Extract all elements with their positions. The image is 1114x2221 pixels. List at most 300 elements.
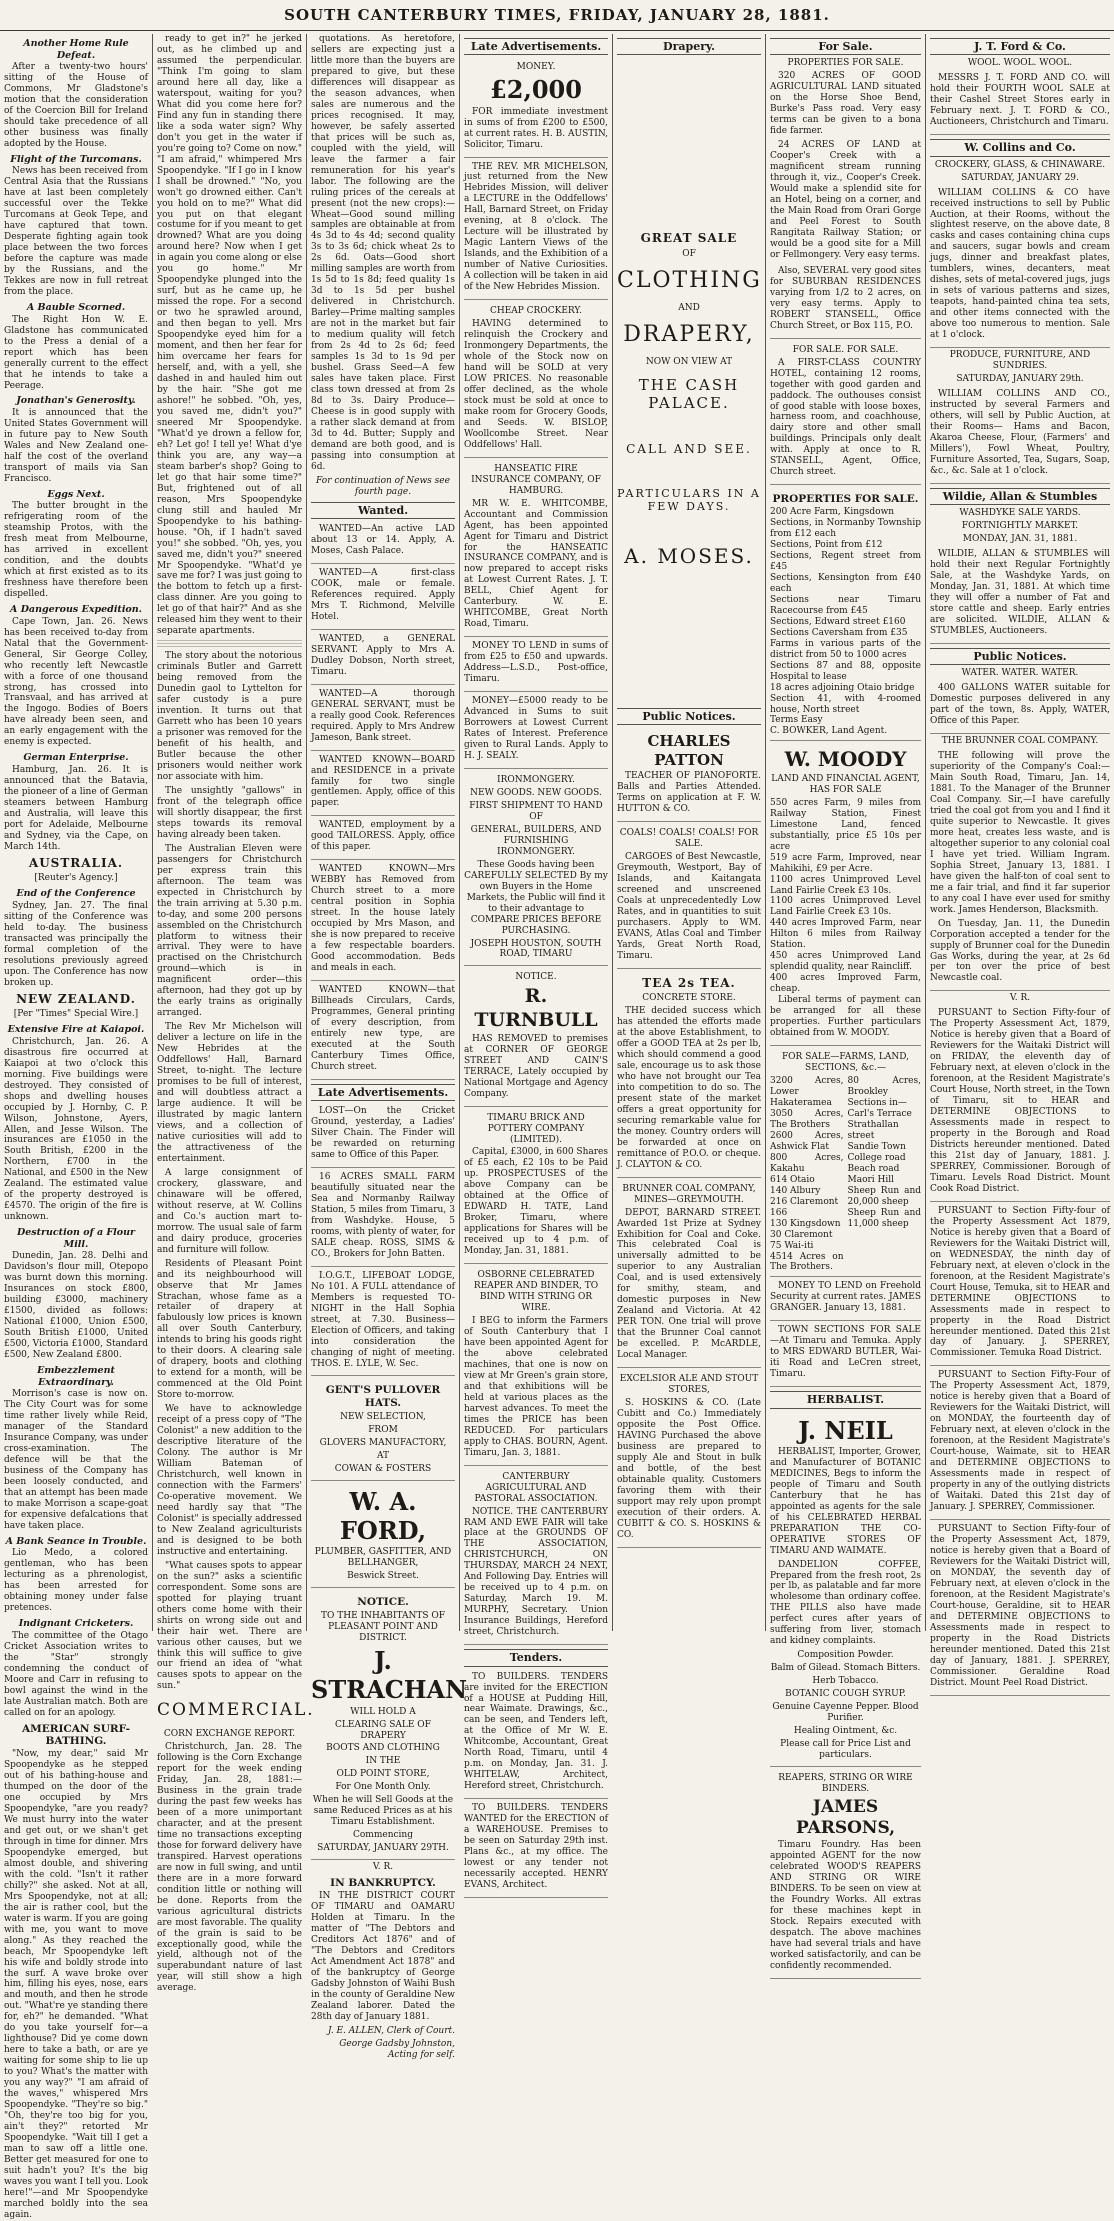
advert-wool-sale <box>930 71 1110 135</box>
advert-body: DEPOT, BARNARD STREET. Awarded 1st Prize at Sydney Exhibition for Coal and Coke. This celebrated Coal is universally admitted to be superior to any Australian Coal, and is used extensively for smithy, steam, and domestic purposes in New Zealand and Victoria. At 42 PER TON. One trial will prove that the Brunner Coal cannot be excelled. P. McARDLE, Local Manager. <box>617 1207 761 1361</box>
masthead-rule <box>0 30 1114 31</box>
advert-body: On Tuesday, Jan. 11, the Dunedin Corporation accepted a tender for the supply of Brunner coal for the Dunedin Gas Works, during the year, at 2s 6d per ton over the price of best Newcastle coal. <box>930 918 1110 984</box>
advert-line: CLEARING SALE OF DRAPERY <box>335 1719 431 1741</box>
property-list <box>770 798 921 995</box>
late-ads-heading: Late Advertisements. <box>464 38 608 55</box>
farm-item: Maori Hill <box>847 1174 895 1185</box>
advert-line: FIRST SHIPMENT TO HAND OF <box>469 800 603 822</box>
notice-assessment <box>930 1204 1110 1367</box>
late-ads-heading: Late Advertisements. <box>311 1084 455 1101</box>
farms-left <box>770 1076 844 1273</box>
advert-neil <box>770 1412 921 1767</box>
notice-body: PURSUANT to Section Fifty-Four of The Property Assessment Act, 1879, notice is hereby given that a Board of Reviewers for the Waitaki District, will on MONDAY, the fourteenth day of February next, at eleven o'clock in the forenoon, at the Resident Magistrate's Court-house, Waimate, sit to HEAR and DETERMINE OBJECTIONS to Assessments made in respect of property in any of the outlying districts of Waitaki. Dated this 21st day of January. J. SPERREY, Commissioner. <box>930 1370 1110 1513</box>
money-amount: £2,000 <box>490 75 582 105</box>
product-item: Balm of Gilead. Stomach Bitters. <box>770 1663 921 1674</box>
article-body: "Now, my dear," said Mr Spoopendyke as he stepped out of his bathing-house and thumped on the door of the one occupied by Mrs Spoopendyke, "are you ready? We must hurry into the water and get out, or we shan't get through in time for dinner. Mrs Spoopendyke emerged, but almost double, and shivering with the cold. "Isn't it rather chilly?" she asked. Not at all, Mrs Spoopendyke, not at all; the air is rather cool, but the water is warm. If you are going with me, you want to move along." As they reached the beach, Mr Spoopendyke left his wife and boldly strode into the surf. A wave broke over him, filling his eyes, nose, ears and mouth, and then he strode out. "What're ye standing there for, eh?" he demanded. "What do you take yourself for—a lighthouse? Did ye come down here to take a bath, or are ye waiting for some ship to lie up to you? What's the matter with you any way?" "I am afraid of the waves," whispered Mrs Spoopendyke. "They're so big." "Oh, they're too big for you, ain't they?" retorted Mr Spoopendyke. "Wait till I get a man to saw off a little one. Better get measured for one to suit hadn't you? It's the big waves you want I tell you. Look here!"—and Mr Spoopendyke marched boldly into the sea again. <box>4 1749 148 2220</box>
property-item: 200 Acre Farm, Kingsdown <box>770 507 895 518</box>
article-body: Morrison's case is now on. The City Court was for some time rather lively while Reid, manager of the Standard Insurance Company, was under cross-examination. The defence will be that the business of the Company has been loosely conducted, and that an attempt has been made to make Morrison a scape-goat for expensive defalcations that have taken place. <box>4 1389 148 1531</box>
article-body: The Right Hon W. E. Gladstone has communicated to the Press a denial of a report which has been generally current to the effect that he intends to take a Peerage. <box>4 314 148 391</box>
advert-body: WANTED—A thorough GENERAL SERVANT, must be a really good Cook. References required. Apply to Mrs Andrew Jameson, Bank street. <box>311 688 455 743</box>
article-body: News has been received from Central Asia that the Russians have at last been completely successful over the Tekke Turcomans at Geok Tepe, and have captured that town. Desperate fighting again took place between the two forces before the capture was made by the Russians, and the Tekkes are now in full retreat from the place. <box>4 166 148 298</box>
sale-venue: THE CASH PALACE. <box>638 375 740 412</box>
advert-title: HANSEATIC FIRE INSURANCE COMPANY, OF HAMBURG. <box>471 463 601 496</box>
article-body: The committee of the Otago Cricket Association writes to the "Star" strongly condemning the conduct of Moore and Carr in refusing to bowl against the wind in the late Australian match. Both are called on for an apology. <box>4 1630 148 1718</box>
property-item: Sections, Regent street from £45 <box>770 550 921 572</box>
advert-line: JOSEPH HOUSTON, SOUTH ROAD, TIMARU <box>470 938 602 960</box>
notice-heading: NOTICE. <box>515 972 557 983</box>
advert-line: Commencing <box>353 1830 413 1841</box>
farm-item: 3200 Acres, Lower Hakateramea <box>770 1076 844 1108</box>
article-title: Indignant Cricketers. <box>18 1618 134 1630</box>
product-item: Herb Tobacco. <box>812 1676 879 1687</box>
farm-item: 130 Kingsdown <box>770 1218 841 1229</box>
advert-strachan <box>311 1590 468 1860</box>
advert-body: S. HOSKINS & CO. (Late Cubitt and Co.) Immediately opposite the Post Office. HAVING Purchased the above business are prepared to supply Ale and Stout in bulk and bottle, of the best obtainable quality. Customers favoring them with their support may rely upon prompt execution of their orders. A. CUBITT & CO. S. HOSKINS & CO. <box>617 1398 761 1540</box>
article-body: Hamburg, Jan. 26. It is announced that the Batavia, the pioneer of a line of German steamers between Hamburg and Australia, will leave this port for Adelaide, Melbourne and Sydney, via the Cape, on March 14th. <box>4 764 148 852</box>
column-divider <box>765 34 766 1631</box>
column-6-for-sale <box>770 34 921 1972</box>
notice-body: PURSUANT to Section Fifty-four of the Property Assessment Act, 1879, notice is hereby given that a Board of Reviewers for the Waitaki District will, on MONDAY, the seventh day of February next, at eleven o'clock in the forenoon, at the Resident Magistrate's Court-house, Geraldine, sit to HEAR and DETERMINE OBJECTIONS to Assessments made in respect to property in the Road Districts hereunder mentioned. Dated this 21st day of January, 1881. J. SPERREY, Commissioner. Geraldine Road District. Mount Peel Road District. <box>930 1524 1110 1688</box>
auctioneer-heading: W. Collins and Co. <box>930 139 1110 156</box>
advert-body: DANDELION COFFEE, Prepared from the fresh root, 2s per lb, as palatable and far more wholesome than ordinary coffee. THE PILLS also have made perfect cures after years of suffering from liver, stomach and kidney complaints. <box>770 1559 921 1647</box>
advert-body: TO BUILDERS. TENDERS WANTED for the ERECTION of a WAREHOUSE. Premises to be seen on Saturday 29th inst. Plans &c., at my office. The lowest or any tender not necessarily accepted. HENRY EVANS, Architect. <box>464 1803 608 1891</box>
notice-body: PURSUANT to Section Fifty-four of The Property Assessment Act, 1879, Notice is hereby given that a Board of Reviewers for the Waitaki District will on FRIDAY, the eleventh day of February next, at eleven o'clock in the forenoon, at the Resident Magistrate's Court House, North street, in the Town of Timaru, sit to HEAR and DETERMINE OBJECTIONS to Assessments made in respect to property in the Borough and Road Districts hereunder mentioned. Dated this 21st day of January, 1881. J. SPERREY, Commissioner. Borough of Timaru. Levels Road District. Mount Cook Road District. <box>930 1008 1110 1194</box>
farm-item: Sheep Run and 20,000 sheep <box>847 1185 921 1207</box>
advert-osborne <box>464 1266 608 1465</box>
property-item: 18 acres adjoining Otaio bridge <box>770 682 915 693</box>
article-body: Cape Town, Jan. 26. News has been received to-day from Natal that the Government-General, Sir George Colley, who recently left Newcastle with a force of one thousand strong, has crossed into Transvaal, and has arrived at the Ingogo. Bodies of Boers have already been seen, and an early engagement with the enemy is expected. <box>4 616 148 748</box>
farm-item: 30 Claremont <box>770 1229 833 1240</box>
continuation-note: For continuation of News see fourth page. <box>316 475 450 497</box>
wanted-ads <box>311 522 455 1080</box>
product-item: Composition Powder. <box>797 1650 894 1661</box>
farms-table <box>770 1076 921 1273</box>
article-title: End of the Conference <box>16 888 136 900</box>
wanted-ad <box>311 862 455 981</box>
signature-line: George Gadsby Johnston, Acting for self. <box>339 2038 455 2060</box>
farm-item: 3050 Acres, The Brothers <box>770 1108 844 1130</box>
advert-farms <box>770 1048 921 1277</box>
advert-line: SATURDAY, JANUARY 29TH. <box>317 1843 449 1854</box>
farm-item: Sections in— <box>847 1097 907 1108</box>
sale-line: CALL AND SEE. <box>626 442 752 457</box>
advert-lecture <box>464 160 608 301</box>
advert-excelsior <box>617 1370 761 1548</box>
advert-line: GLOVERS MANUFACTORY, <box>319 1438 447 1448</box>
article-title: Another Home Rule Defeat. <box>23 38 129 61</box>
advert-body: WANTED—An active LAD about 13 or 14. Apply, A. Moses, Cash Palace. <box>311 524 455 557</box>
farm-item: Beach road <box>847 1163 900 1174</box>
notice-assessment <box>930 1006 1110 1201</box>
spacer <box>617 58 761 228</box>
advert-footer: Please call for Price List and particulars. <box>780 1739 911 1761</box>
property-item: 440 acres Improved Farm, near Hilton 6 miles from Railway Station. <box>770 918 921 951</box>
advert-name: CHARLES PATTON <box>647 732 731 769</box>
advert-washdyke-sale <box>930 547 1110 644</box>
farm-item: 216 Claremont <box>770 1196 839 1207</box>
advert-line: FROM <box>368 1425 398 1436</box>
article-heading: AMERICAN SURF-BATHING. <box>22 1722 130 1748</box>
advert-body: MR W. E. WHITCOMBE, Accountant and Commission Agent, has been appointed Agent for Timaru and District for the HANSEATIC INSURANCE COMPANY, and is now prepared to accept risks at Lowest Current Rates. J. T. BELL, Chief Agent for Canterbury. W. E. WHITCOMBE, Great North Road, Timaru. <box>464 498 608 630</box>
notice-assessment <box>930 1522 1110 1696</box>
sale-drapery: DRAPERY, <box>623 321 755 347</box>
advert-title: TIMARU BRICK AND POTTERY COMPANY (LIMITED). <box>487 1112 585 1145</box>
advert-title: CONCRETE STORE. <box>642 993 736 1004</box>
advert-brunner <box>617 1180 761 1369</box>
advert-title: WOOL. WOOL. WOOL. <box>967 58 1073 69</box>
advert-line: NEW GOODS. NEW GOODS. <box>470 787 602 798</box>
product-item: Healing Ointment, &c. <box>793 1726 898 1737</box>
column-rule <box>157 640 302 648</box>
auctioneer-heading: J. T. Ford & Co. <box>930 38 1110 55</box>
advert-title: BRUNNER COAL COMPANY, MINES—GREYMOUTH. <box>622 1183 756 1205</box>
advert-lines <box>311 1707 455 1855</box>
column-divider <box>925 34 926 1631</box>
late-ad <box>311 1269 455 1377</box>
property-item: 1100 acres Unimproved Level Land Fairlie Creek £3 10s. <box>770 896 921 918</box>
advert-subtitle: LAND AND FINANCIAL AGENT, HAS FOR SALE <box>771 773 920 795</box>
advert-title: TEA 2s TEA. <box>642 975 736 990</box>
article-title: Eggs Next. <box>47 488 105 500</box>
advert-crockery-sale <box>930 186 1110 349</box>
market-report: quotations. As heretofore, sellers are expecting just a little more than the buyers are prepared to give, but these differences will disappear as the season advances, when sales are numerous and the prices recognised. It may, however, be safely asserted that prices will be such as, coupled with the yield, will leave the farmer a fair remuneration for his year's labor. The following are the ruling prices of the cereals at present (not the new crops):— Wheat—Good sound milling samples are obtainable at from 4s 3d to 4s 4d; second quality 3s to 3s 6d; chick wheat 2s to 2s 6d. Oats—Good short milling samples are worth from 1s 5d to 1s 8d; feed quality 1s 3d to 1s 5d per bushel delivered in Christchurch. Barley—Prime malting samples are not in the market but fair to medium quality will fetch from 2s 4d to 2s 6d; feed samples 1s 3d to 1s 9d per bushel. Grass Seed—A few sales have taken place. First class town dressed at from 2s 8d to 3s. Dairy Produce—Cheese is in good supply with a rather slack demand at from 3d to 4d. Butter; Supply and demand are both good, and is passing into consumption at 6d. <box>311 34 455 472</box>
advert-crockery <box>464 302 608 458</box>
advert-body: TOWN SECTIONS FOR SALE—At Timaru and Temuka. Apply to MRS EDWARD BUTLER, Wai-iti Road and LeCren street, Timaru. <box>770 1325 921 1380</box>
wanted-ad <box>311 566 455 630</box>
commercial-heading: COMMERCIAL. <box>157 1700 315 1721</box>
property-item: Sections near Timaru Racecourse from £45 <box>770 594 921 616</box>
article-title: A Dangerous Expedition. <box>10 604 142 616</box>
farm-item: 614 Otaio <box>770 1174 815 1185</box>
advert-name: R. TURNBULL <box>474 985 598 1031</box>
advert-title: FOR SALE—FARMS, LAND, SECTIONS, &c.— <box>781 1052 910 1074</box>
farm-item: 140 Albury <box>770 1185 821 1196</box>
farm-item: Strathallan street <box>847 1119 899 1141</box>
advert-trade: PLUMBER, GASFITTER, AND BELLHANGER, <box>314 1547 452 1569</box>
property-item: Section 41, with 4-roomed house, North street <box>770 693 921 715</box>
advert-title: FOR SALE. FOR SALE. <box>792 344 899 355</box>
story-continuation: ready to get in?" he jerked out, as he climbed up and assumed the perpendicular. "Think I'm going to slam around here all day, like a waterspout, waiting for you? What did you come here for? Find any fun in standing there like a soda water sign? Why don't you get in the water if you're going to? Come on now." "I am afraid," whimpered Mrs Spoopendyke. "If I go in I know I shall be drowned." "No, you won't go drowned either. Can't you hold on to me?" What did you put on that elegant costume for if you meant to get drowned? What are you doing around here? Now when I get in again you come along or else you go home." Mr Spoopendyke plunged into the surf, but as he came up, he missed the rope. For a second or two he sprawled around, and then began to yell. Mrs Spoopendyke eyed him for a moment, and then her fear for him overcame her fears for herself, and, with a yell, she dashed in and hauled him out by the hair. "She got me ashore!" he sobbed. "Oh, yes, you saved me, didn't you?" sneered Mr Spoopendyke. "What'd ye drown a fellow for, eh? Let go! I tell ye! What d'ye think you are, any way—a steam barber's shop? Going to let go that hair some time?" But, frightened out of all reason, Mrs Spoopendyke clung still and hauled Mr Spoopendyke to his bathing-house. "Oh, if I hadn't saved you!" she sobbed. "Oh, yes, you saved me, didn't you?" sneered Mr Spoopendyke. "What'd ye save me for? I was just going to the bottom to fetch up a first-class dinner. Are you going to let go of that hair?" And as she released him they went to their separate apartments. <box>157 34 302 637</box>
wanted-ad <box>311 632 455 685</box>
farm-item: Sheep Run and 11,000 sheep <box>847 1207 921 1229</box>
notice-heading: NOTICE. <box>357 1596 409 1609</box>
advert-body: CARGOES of Best Newcastle, Greymouth, Westport, Bay of Islands, and Kaitangata screened and unscreened Coals at unprecedentedly Low Rates, and in quantities to suit purchasers. Apply to WM. EVANS, Atlas Coal and Timber Yards, Great North Road, Timaru. <box>617 851 761 961</box>
advert-body: LOST—On the Cricket Ground, yesterday, a Ladies' Silver Chain. The Finder will be rewarded on returning same to Office of this Paper. <box>311 1106 455 1161</box>
property-item: Sections, Edward street £160 <box>770 616 906 627</box>
notice-assessment <box>930 1368 1110 1520</box>
advert-body: HAS REMOVED to premises at CORNER OF GEORGE STREET AND CAIN'S TERRACE, Lately occupied by National Mortgage and Agency Company. <box>464 1033 608 1099</box>
advert-body: 400 GALLONS WATER suitable for Domestic purposes delivered in any part of the town, 8s. Apply, WATER, Office of this Paper. <box>930 683 1110 727</box>
property-item: Sections, Point from £12 <box>770 539 883 550</box>
advert-produce-sale <box>930 387 1110 484</box>
advert-title: CROCKERY, GLASS, & CHINAWARE. <box>934 159 1106 170</box>
advert-hats <box>311 1378 455 1480</box>
article-title: Embezzlement Extraordinary. <box>37 1365 115 1388</box>
farm-item: 80 Acres, Brookley <box>847 1076 921 1097</box>
article-title: A Bank Seance in Trouble. <box>5 1535 147 1547</box>
public-notices-heading: Public Notices. <box>930 648 1110 665</box>
news-paragraph: "What causes spots to appear on the sun?" asks a scientific correspondent. Some sons are spotted for playing truant others come home with their shirts on wrong side out and their hair wet. There are various other causes, but we think this will suffice to give our friend an idea of "what causes spots to appear on the sun." <box>157 1560 302 1692</box>
advert-name: J. STRACHAN <box>311 1646 468 1705</box>
wanted-ad <box>311 983 455 1080</box>
property-listing: 320 ACRES OF GOOD AGRICULTURAL LAND situated on the Horse Shoe Bend, Burke's Pass road. Very easy terms can be given to a bona fide farmer. <box>770 71 921 137</box>
advert-name: JAMES PARSONS, <box>795 1796 896 1838</box>
property-item: Sections 87 and 88, opposite Hospital to lease <box>770 660 921 682</box>
advert-title: FORTNIGHTLY MARKET. <box>961 521 1079 532</box>
advert-name: J. NEIL <box>798 1415 893 1445</box>
article-body: Lio Medo, a colored gentleman, who has been lecturing as a phrenologist, has been arrested for obtaining money under false pretences. <box>4 1548 148 1614</box>
property-item: 400 acres Improved Farm, cheap. <box>770 973 921 995</box>
agency-credit: [Per "Times" Special Wire.] <box>13 1009 139 1020</box>
advert-line: For One Month Only. <box>335 1782 431 1793</box>
column-5-adverts <box>617 34 761 1631</box>
farm-item: 800 Acres, Kakahu <box>770 1152 844 1174</box>
advert-body: WANTED, employment by a good TAILORESS. Apply, office of this paper. <box>311 820 455 853</box>
advert-body: I.O.G.T., LIFEBOAT LODGE, No 101. A FULL attendance of Members is requested TO-NIGHT in the Hall Sophia street, at 7.30. Business—Election of Officers, and taking into consideration the changing of night of meeting. THOS. E. LYLE, W. Sec. <box>311 1270 455 1369</box>
article-title: Flight of the Turcomans. <box>10 153 142 165</box>
column-divider <box>459 34 460 1631</box>
advert-agricultural <box>464 1468 608 1646</box>
advert-body: NOTICE. THE CANTERBURY RAM AND EWE FAIR will take place at the GROUNDS OF THE ASSOCIATION, CHRISTCHURCH, ON THURSDAY, MARCH 24 NEXT, And Following Day. Entries will be received up to 4 p.m. on Saturday, March 19. M. MURPHY, Secretary. Union Insurance Buildings, Hereford street, Christchurch. <box>464 1506 608 1638</box>
product-list <box>770 1650 921 1737</box>
advert-body: A FIRST-CLASS COUNTRY HOTEL, containing 12 rooms, together with good garden and paddock. The outhouses consist of good stable with loose boxes, harness room, and coachhouse, dairy store and other small buildings. Principals only dealt with. Apply at once to R. STANSELL, Agent, Office, Church street. <box>770 357 921 478</box>
bankruptcy-signatures <box>311 2026 455 2061</box>
drapery-heading: Drapery. <box>617 38 761 55</box>
advert-granger <box>770 1279 921 1321</box>
advert-hotel <box>770 341 921 486</box>
advert-title: CANTERBURY AGRICULTURAL AND PASTORAL ASSOCIATION. <box>474 1471 598 1504</box>
notice-to: TO THE INHABITANTS OF PLEASANT POINT AND DISTRICT. <box>320 1611 445 1644</box>
column-7-auctions <box>930 34 1110 1688</box>
advert-body: WANTED—A first-class COOK, male or female. References required. Apply Mrs T. Richmond, Melville Hotel. <box>311 568 455 622</box>
advert-hanseatic <box>464 460 608 638</box>
column-2-news <box>157 34 315 1994</box>
article-body: Christchurch, Jan. 28. The following is the Corn Exchange report for the week ending Friday, Jan. 28, 1881:— Business in the grain trade during the past few weeks has been of a more unimportant character, and at the present time no transactions excepting those for forward delivery have transpired. Harvest operations are now in full swing, and until there are in a more forward condition little or nothing will be done. Reports from the various agricultural districts are most favorable. The quality of the grain is said to be exceptionally good, while the yield, although not of the superabundant nature of last year, will still show a high average. <box>157 1742 302 1994</box>
advert-tea <box>617 971 761 1178</box>
article-title: A Bauble Scorned. <box>26 302 126 314</box>
section-subheading: CORN EXCHANGE REPORT. <box>163 1729 296 1740</box>
advert-turnbull <box>464 968 608 1106</box>
farm-item: 4514 Acres on The Brothers. <box>770 1251 844 1273</box>
news-paragraph: The Australian Eleven were passengers for Christchurch per express train this afternoon. The team was expected in Christchurch by the train arriving at 5.30 p.m. to-day, and some 200 persons assembled on the Christchurch platform to witness their arrival. They were to have practised on the Christchurch ground—which is in magnificent order—this afternoon, had they got up by the early trains as originally arranged. <box>157 843 302 1019</box>
advert-title: REAPERS, STRING OR WIRE BINDERS. <box>778 1773 913 1794</box>
advert-line: OLD POINT STORE, <box>336 1769 430 1780</box>
news-paragraph: The story about the notorious criminals Butler and Garrett being removed from the Dunedin gaol to Lyttelton for safer custody is a pure invention. It turns out that Garrett who has been 10 years a prisoner was removed for the benefit of his health, and Butler because the other prisoners would neither work nor associate with him. <box>157 651 302 782</box>
wanted-ad <box>311 753 455 817</box>
advert-title: WASHDYKE SALE YARDS. <box>959 508 1081 519</box>
wanted-ad <box>311 818 455 860</box>
advert-body: HERBALIST, Importer, Grower, and Manufacturer of BOTANIC MEDICINES, Begs to inform the people of Timaru and South Canterbury that he has appointed as agents for the sale of his CELEBRATED HERBAL PREPARATION THE CO-OPERATIVE STORES OF TIMARU AND WAIMATE. <box>770 1446 921 1556</box>
farm-item: 2600 Acres, Ashwick Flat <box>770 1130 844 1152</box>
property-item: Sections, in Normanby Township from £12 each <box>770 518 921 540</box>
local-news-list <box>157 651 302 1692</box>
property-item: Sections Caversham from £35 <box>770 627 908 638</box>
advert-body: WANTED, a GENERAL SERVANT. Apply to Mrs A. Dudley Dobson, North street, Timaru. <box>311 633 455 677</box>
advert-lines <box>464 788 608 961</box>
news-paragraph: We have to acknowledge receipt of a press copy of "The Colonist" a new addition to the descriptive literature of the Colony. The author is Mr William Bateman of Christchurch, well known in connection with the Farmers' Co-operative movement. We need hardly say that "The Colonist" is specially addressed to New Zealand agriculturists and is designed to be both instructive and entertaining. <box>157 1404 302 1557</box>
advert-body: MESSRS J. T. FORD AND CO. will hold their FOURTH WOOL SALE at their Cashel Street Stores early in February next. J. T. FORD & CO., Auctioneers, Christchurch and Timaru. <box>930 73 1110 128</box>
column-1-news <box>4 34 148 2220</box>
masthead: SOUTH CANTERBURY TIMES, FRIDAY, JANUARY 28, 1881. <box>284 6 830 24</box>
advert-body: Capital, £3000, in 600 Shares of £5 each, £2 10s to be Paid up. PROSPECTUSES of the above Company can be obtained at the Office of EDWARD H. TATE, Land Broker, Timaru, where applications for Shares will be received up to 4 p.m. of Monday, Jan. 31, 1881. <box>464 1147 608 1257</box>
property-item: 519 acre Farm, Improved, near Mahikihi, £9 per Acre. <box>770 852 921 874</box>
advert-body: MONEY—£5000 ready to be Advanced in Sums to suit Borrowers at Lowest Current Rates of Interest. Preference given to Rural Lands. Apply to H. J. SEALY. <box>464 696 608 761</box>
advert-tender <box>464 1670 608 1800</box>
advert-body: I BEG to inform the Farmers of South Canterbury that I have been appointed Agent for the above celebrated machines, that one is now on view at Mr Green's grain store, and that exhibitions will be held at various places as the harvest advances. To meet the times the PRICE has been REDUCED. For particulars apply to CHAS. BOURN, Agent. Timaru, Jan. 3, 1881. <box>464 1316 608 1458</box>
column-divider <box>612 34 613 1631</box>
advert-body: WILLIAM COLLINS AND CO., instructed by several Farmers and others, will sell by Public Auction, at their Rooms— Hams and Bacon, Akaroa Cheese, Flour, (Farmers' and Millers'), Fowl Wheat, Poultry, Furniture Assorted, Tea, Sugars, Soap, &c., &c. Sale at 1 o'clock. <box>930 389 1110 476</box>
advert-body: WANTED KNOWN—BOARD and RESIDENCE in a private family for two single gentlemen. Apply, office of this paper. <box>311 754 455 809</box>
advert-line: NEW SELECTION, <box>340 1412 426 1423</box>
advert-title: WATER. WATER. WATER. <box>961 668 1079 679</box>
wanted-ad <box>311 522 455 564</box>
advert-patton <box>617 728 761 821</box>
herbalist-heading: HERBALIST. <box>770 1391 921 1408</box>
farm-item: 75 Wai-iti <box>770 1240 814 1251</box>
article-title: Extensive Fire at Kaiapoi. <box>7 1024 145 1036</box>
property-item: 550 acres Farm, 9 miles from Railway Station, Finest Limestone Land, fenced substantially, price £5 10s per acre <box>770 797 921 852</box>
for-sale-heading: For Sale. <box>770 38 921 55</box>
advert-date: MONDAY, JAN. 31, 1881. <box>962 534 1078 545</box>
advert-line: COWAN & FOSTERS <box>334 1463 432 1474</box>
advert-title: PRODUCE, FURNITURE, AND SUNDRIES. <box>949 350 1091 372</box>
article-body: Sydney, Jan. 27. The final sitting of the Conference was held to-day. The business transacted was principally the formal completion of the resolutions previously agreed upon. The Conference has now broken up. <box>4 900 148 988</box>
advert-body: WILLIAM COLLINS & CO have received instructions to sell by Public Auction, at their Rooms, without the slightest reserve, on the above date, 8 casks and cases containing china cups and saucers, sugar bowls and cream jugs, dinner and breakfast plates, tumblers, wines, decanters, meat dishes, sets of metal-covered jugs, jugs in sets of various patterns and sizes, teapots, hand-painted china tea sets, and other items connected with the above too numerous to mention. Sale at 1 o'clock. <box>930 187 1110 341</box>
advert-title: PROPERTIES FOR SALE. <box>772 493 919 506</box>
advert-moody <box>770 743 921 1046</box>
advert-body: Also, SEVERAL very good sites for SUBURBAN RESIDENCES varying from 1/2 to 2 acres, on very easy terms. Apply to ROBERT STANSELL, Office Church Street, or Box 115, P.O. <box>770 265 921 331</box>
advert-line: WILL HOLD A <box>350 1706 416 1717</box>
property-item: 1100 acres Unimproved Level Land Fairlie Creek £3 10s. <box>770 874 921 896</box>
advert-body: MONEY TO LEND in sums of from £25 to £50 and upwards. Address—L.S.D., Post-office, Timaru. <box>464 641 608 685</box>
advert-money <box>464 58 608 157</box>
advert-name: W. A. FORD, <box>339 1486 427 1546</box>
column-divider <box>306 34 307 1631</box>
advert-title: IRONMONGERY. <box>497 774 575 785</box>
royal-cypher: V. R. <box>372 1862 394 1873</box>
advert-title: EXCELSIOR ALE AND STOUT STORES, <box>619 1374 759 1396</box>
column-divider <box>152 34 153 1631</box>
advert-body: WANTED KNOWN—Mrs WEBBY has Removed from Church street to a more central position in Sophia street. In the house lately occupied by Mrs Mason, and she is now prepared to receive a few respectable boarders. Good accommodation. Beds and meals in each. <box>311 864 455 974</box>
advert-brunner-testimonials <box>930 749 1110 991</box>
auctioneer-heading: Wildie, Allan & Stumbles <box>930 488 1110 505</box>
royal-cypher: V. R. <box>1009 993 1031 1004</box>
advert-body: WANTED KNOWN—that Billheads Circulars, Cards, Programmes, General printing of every description, from entirely new type, are executed at the South Canterbury Times Office, Church street. <box>311 985 455 1072</box>
advert-line: GENERAL, BUILDERS, AND FURNISHING IRONMONGERY. <box>470 824 602 857</box>
late-ads <box>311 1104 455 1376</box>
notice-body: PURSUANT to Section Fifty-four of the Property Assessment Act 1879, Notice is hereby given that a Board of Reviewers for the Waitaki District will, on WEDNESDAY, the ninth day of February next, at eleven o'clock in the forenoon, at the Resident Magistrate's Court House, Temuka, sit to HEAR and DETERMINE OBJECTIONS to Assessments made in respect to property in the Road District hereunder mentioned. Dated this 21st day of January. J. SPERREY, Commissioner. Temuka Road District. <box>930 1205 1110 1359</box>
product-item: Genuine Cayenne Pepper. Blood Purifier. <box>772 1702 919 1724</box>
sale-line: GREAT SALE <box>640 231 738 246</box>
advert-money-advance <box>464 694 608 769</box>
article-body: After a twenty-two hours' sitting of the House of Commons, Mr Gladstone's motion that the consideration of the Coercion Bill for Ireland should take precedence of all other business was finally adopted by the House. <box>4 62 148 149</box>
property-list <box>770 507 921 737</box>
advert-body: FOR immediate investment in sums of from £200 to £500, at current rates. H. B. AUSTIN, Solicitor, Timaru. <box>464 106 608 150</box>
wanted-ad <box>311 687 455 751</box>
tenders-heading: Tenders. <box>464 1649 608 1666</box>
advert-name: W. MOODY <box>784 747 907 772</box>
advert-parsons <box>770 1769 921 1979</box>
property-item: 450 acres Unimproved Land splendid quality, near Raincliff. <box>770 951 921 973</box>
advert-town-sections <box>770 1323 921 1387</box>
news-paragraph: Residents of Pleasant Point and its neighbourhood will observe that Mr James Strachan, whose fame as a retailer of drapery at fabulously low prices is known all over South Canterbury, intends to bring his goods right to their doors. A clearing sale of drapery, boots and clothing to extend for a month, will be commenced at the Old Point Store to-morrow. <box>157 1258 302 1401</box>
article-body: It is announced that the United States Government will in future pay to New South Wales and New Zealand one-half the cost of the overland transport of mails via San Francisco. <box>4 408 148 484</box>
advert-suburban <box>770 264 921 339</box>
news-paragraph: A large consignment of crockery, glassware, and chinaware will be offered, without reserve, at W. Collins and Co.'s auction mart to-morrow. The usual sale of farm and dairy produce, groceries and furniture will follow. <box>157 1167 302 1255</box>
sale-line: NOW ON VIEW AT <box>645 356 733 367</box>
article-body: The butter brought in the refrigerating room of the steamship Protos, with the fresh meat from Melbourne, has arrived in excellent condition, and the doubts which at first existed as to its freshness have therefore been dispelled. <box>4 501 148 600</box>
signature-line: J. E. ALLEN, Clerk of Court. <box>327 2025 455 2036</box>
advert-body: THE REV. MR MICHELSON, just returned from the New Hebrides Mission, will deliver a LECTURE in the Oddfellows' Hall, Barnard Street, on Friday evening, at 8 o'clock. The Lecture will be illustrated by Magic Lantern Views of the Islands, and the Exhibition of a number of Native Curiosities. A collection will be taken in aid of the New Hebrides Mission. <box>464 161 608 293</box>
advert-body: Timaru Foundry. Has been appointed AGENT for the now celebrated WOOD'S REAPERS AND STRING OR WIRE BINDERS. To be seen on view at the Foundry Works. All extras for these machines kept in Stock. Repairs executed with despatch. The above machines have had several trials and have worked satisfactorily, and can be confidently recommended. <box>770 1840 921 1972</box>
news-paragraph: The Rev Mr Michelson will deliver a lecture on life in the New Hebrides at the Oddfellows' Hall, Barnard Street, to-night. The lecture promises to be full of interest, and will doubtless attract a large audience. It will be illustrated by magic lantern views, and a collection of native curiosities will add to the attractiveness of the entertainment. <box>157 1022 302 1164</box>
article-title: German Enterprise. <box>23 752 129 764</box>
agency-credit: [Reuter's Agency.] <box>34 873 118 884</box>
advert-body: TO BUILDERS. TENDERS are invited for the ERECTION of a HOUSE at Pudding Hill, near Waimate. Drawings, &c., can be seen, and Tenders left, at the Office of Mr W. E. Whitcombe, Accountant, Great North Road, Timaru, until 4 p.m. on Monday, Jan. 31. J. WHITELAW, Architect, Hereford street, Christchurch. <box>464 1671 608 1792</box>
advert-line: BOOTS AND CLOTHING <box>326 1743 440 1754</box>
column-3 <box>311 34 468 2060</box>
advert-street: Beswick Street. <box>347 1571 419 1582</box>
advert-money-lend <box>464 639 608 692</box>
late-ad <box>311 1104 455 1168</box>
sale-proprietor: A. MOSES. <box>624 543 754 568</box>
bankruptcy-text: IN THE DISTRICT COURT OF TIMARU and OAMARU Holden at Timaru. In the matter of "The Debtors and Creditors Act 1876" and of "The Debtors and Creditors Act Amendment Act 1878" and of the bankruptcy of George Gadsby Johnston of Waihi Bush in the county of Geraldine New Zealand laborer. Dated the 28th day of January 1881. <box>311 1890 455 2022</box>
property-item: Sections, Kensington from £40 each <box>770 572 921 594</box>
advert-body: 16 ACRES SMALL FARM beautifully situated near the Sea and Normanby Railway Station, 5 miles from Timaru, 3 from Washdyke. House, 5 rooms, with plenty of water, for SALE cheap. ROSS, SIMS & CO., Brokers for John Batten. <box>311 1172 455 1259</box>
advert-coals <box>617 824 761 969</box>
advert-title: PROPERTIES FOR SALE. <box>787 58 904 69</box>
advert-title: COALS! COALS! COALS! FOR SALE. <box>619 827 759 849</box>
advert-line: When he will Sell Goods at the same Reduced Prices as at his Timaru Establishment. <box>312 1795 454 1828</box>
farm-item: Carl's Terrace <box>847 1108 912 1119</box>
wanted-section-heading: Wanted. <box>311 502 455 519</box>
sale-line: AND <box>678 302 700 313</box>
farm-item: 166 <box>770 1207 788 1218</box>
advert-lines <box>311 1412 455 1475</box>
news-paragraph: The unsightly "gallows" in front of the telegraph office will shortly disappear, the first steps towards its removal having already been taken. <box>157 785 302 840</box>
advert-date: SATURDAY, JANUARY 29. <box>961 172 1079 183</box>
farm-item: Sandie Town <box>847 1141 906 1152</box>
advert-line: These Goods having been CAREFULLY SELECTED By my own Buyers in the Home Markets, the Public will find it to their advantage to COMPARE PRICES BEFORE PURCHASING. <box>464 859 608 936</box>
article-title: Jonathan's Generosity. <box>16 395 136 407</box>
advert-ford <box>311 1483 455 1588</box>
article-body: Dunedin, Jan. 28. Delhi and Davidson's flour mill, Otepopo was burnt down this morning. Insurances on stock £800, building £3000, machinery £1500, divided as follows: National £1000, Union £500, South British £1000, United £500, Victoria £1000, Standard £500, New Zealand £800. <box>4 1251 148 1361</box>
property-listing: 24 ACRES OF LAND at Cooper's Creek with a magnificent stream running through it, viz., Cooper's Creek. Would make a splendid site for an Hotel, being on a corner, and the Main Road from Orari Gorge and Peel Forest to South Rangitata Railway Station; or would be a good site for a Mill or Fellmongery. Very easy terms. <box>770 140 921 260</box>
advert-line: AT <box>376 1450 389 1461</box>
sale-clothing: CLOTHING <box>617 268 762 293</box>
bankruptcy-heading: IN BANKRUPTCY. <box>330 1877 436 1890</box>
advert-title: THE BRUNNER COAL COMPANY. <box>941 736 1099 747</box>
article-body: Christchurch, Jan. 26. A disastrous fire occurred at Kaiapoi at two o'clock this morning. Five buildings were destroyed. They consisted of shops and dwelling houses occupied by J. Hornby, C. P. Wilson, Johnstone, Ayers, Allen, and Jesse Wilson. The insurances are £1050 in the South British, £200 in the Northern, £700 in the National, and £500 in the New Zealand. The estimated value of the property destroyed is £4570. The origin of the fire is unknown. <box>4 1036 148 1223</box>
advert-body: Liberal terms of payment can be arranged for all these properties. Further particulars obtained from W. MOODY. <box>770 995 921 1039</box>
advert-body: TEACHER OF PIANOFORTE. Balls and Parties Attended. Terms on application at F. W. HUTTON & CO. <box>617 771 761 814</box>
advert-body: MONEY TO LEND on Freehold Security at current rates. JAMES GRANGER. January 13, 1881. <box>770 1281 921 1314</box>
new-zealand-heading: NEW ZEALAND. <box>16 991 136 1006</box>
property-item: C. BOWKER, Land Agent. <box>770 726 888 737</box>
farms-right <box>848 1076 922 1273</box>
product-item: BOTANIC COUGH SYRUP. <box>785 1689 906 1700</box>
advert-title: GENT'S PULLOVER HATS. <box>325 1384 441 1410</box>
advert-line: IN THE <box>365 1756 401 1767</box>
advert-ironmongery <box>464 771 608 967</box>
cable-news-list <box>4 38 148 853</box>
advert-title: MONEY. <box>516 62 556 73</box>
property-item: Farms in various parts of the district from 50 to 1000 acres <box>770 638 921 660</box>
advert-title: OSBORNE CELEBRATED REAPER AND BINDER, TO BIND WITH STRING OR WIRE. <box>473 1270 599 1314</box>
advert-body: HAVING determined to relinquish the Crockery and Ironmongery Departments, the whole of the Stock now on hand will be SOLD at very LOW PRICES. No reasonable offer declined, as the whole stock must be sold at once to make room for Grocery Goods, and Seeds. W. BISLOP, Woollcombe Street. Near Oddfellows' Hall. <box>464 319 608 450</box>
article-title: Destruction of a Flour Mill. <box>16 1227 136 1250</box>
australia-heading: AUSTRALIA. <box>28 855 124 870</box>
